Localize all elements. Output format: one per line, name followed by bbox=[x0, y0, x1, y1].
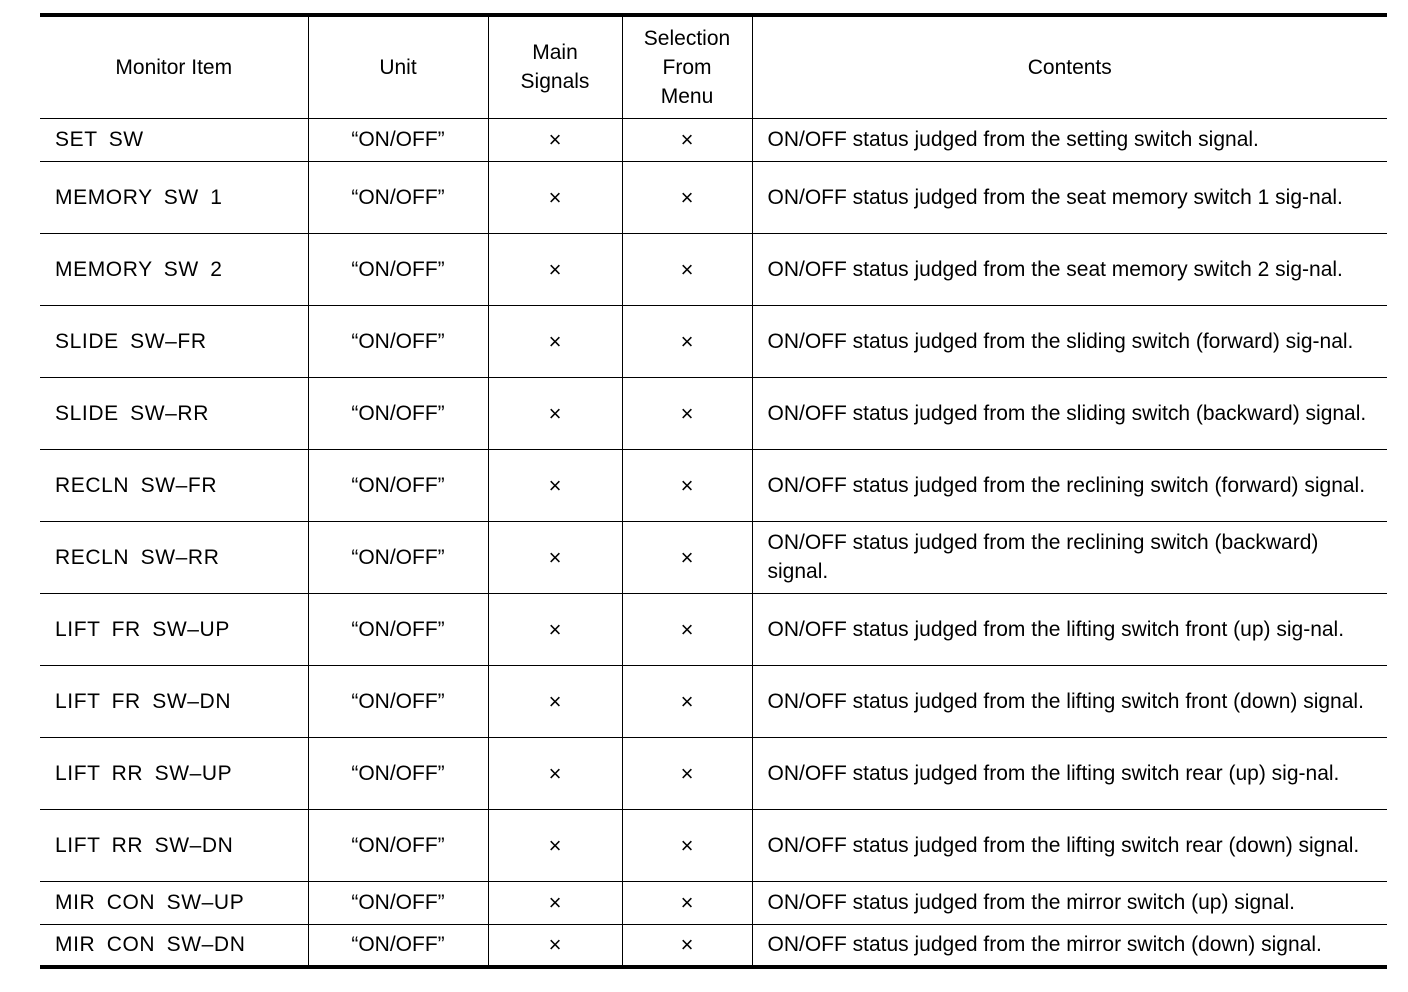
selection-from-menu-mark: × bbox=[622, 924, 752, 967]
contents-cell: ON/OFF status judged from the lifting switch front (up) sig-nal. bbox=[752, 593, 1387, 665]
unit-cell: “ON/OFF” bbox=[308, 809, 488, 881]
header-selection-from-menu bbox=[622, 15, 752, 118]
main-signals-mark: × bbox=[488, 924, 622, 967]
unit-cell: “ON/OFF” bbox=[308, 593, 488, 665]
contents-cell: ON/OFF status judged from the setting switch signal. bbox=[752, 118, 1387, 161]
main-signals-mark: × bbox=[488, 881, 622, 924]
main-signals-mark: × bbox=[488, 305, 622, 377]
unit-cell: “ON/OFF” bbox=[308, 449, 488, 521]
main-signals-mark: × bbox=[488, 449, 622, 521]
table-row bbox=[40, 449, 1387, 521]
monitor-item-cell: LIFT FR SW–DN bbox=[40, 665, 308, 737]
selection-from-menu-mark: × bbox=[622, 665, 752, 737]
unit-cell: “ON/OFF” bbox=[308, 233, 488, 305]
main-signals-mark: × bbox=[488, 593, 622, 665]
unit-cell: “ON/OFF” bbox=[308, 665, 488, 737]
table-row bbox=[40, 118, 1387, 161]
unit-cell: “ON/OFF” bbox=[308, 521, 488, 593]
unit-cell: “ON/OFF” bbox=[308, 881, 488, 924]
selection-from-menu-mark: × bbox=[622, 809, 752, 881]
selection-from-menu-mark: × bbox=[622, 305, 752, 377]
monitor-item-cell: LIFT RR SW–UP bbox=[40, 737, 308, 809]
contents-cell: ON/OFF status judged from the sliding switch (backward) signal. bbox=[752, 377, 1387, 449]
selection-from-menu-mark: × bbox=[622, 161, 752, 233]
table-row bbox=[40, 809, 1387, 881]
table-row bbox=[40, 233, 1387, 305]
contents-cell: ON/OFF status judged from the lifting switch rear (down) signal. bbox=[752, 809, 1387, 881]
monitor-item-cell: RECLN SW–FR bbox=[40, 449, 308, 521]
table-row bbox=[40, 161, 1387, 233]
contents-cell: ON/OFF status judged from the mirror switch (up) signal. bbox=[752, 881, 1387, 924]
table-row bbox=[40, 521, 1387, 593]
main-signals-mark: × bbox=[488, 161, 622, 233]
contents-cell: ON/OFF status judged from the reclining switch (backward) signal. bbox=[752, 521, 1387, 593]
header-monitor-item: Monitor Item bbox=[40, 15, 308, 118]
monitor-item-cell: MIR CON SW–DN bbox=[40, 924, 308, 967]
monitor-item-cell: SLIDE SW–FR bbox=[40, 305, 308, 377]
main-signals-mark: × bbox=[488, 377, 622, 449]
monitor-item-cell: MIR CON SW–UP bbox=[40, 881, 308, 924]
contents-cell: ON/OFF status judged from the mirror switch (down) signal. bbox=[752, 924, 1387, 967]
monitor-item-cell: SLIDE SW–RR bbox=[40, 377, 308, 449]
selection-from-menu-mark: × bbox=[622, 449, 752, 521]
contents-cell: ON/OFF status judged from the seat memory switch 2 sig-nal. bbox=[752, 233, 1387, 305]
table-row bbox=[40, 924, 1387, 967]
main-signals-mark: × bbox=[488, 118, 622, 161]
table-row bbox=[40, 665, 1387, 737]
main-signals-mark: × bbox=[488, 233, 622, 305]
monitor-item-table bbox=[40, 13, 1387, 969]
contents-cell: ON/OFF status judged from the lifting switch front (down) signal. bbox=[752, 665, 1387, 737]
header-main-signals-line-2: Signals bbox=[520, 70, 590, 94]
selection-from-menu-mark: × bbox=[622, 881, 752, 924]
header-contents: Contents bbox=[752, 15, 1387, 118]
main-signals-mark: × bbox=[488, 737, 622, 809]
monitor-item-cell: LIFT RR SW–DN bbox=[40, 809, 308, 881]
contents-cell: ON/OFF status judged from the sliding switch (forward) sig-nal. bbox=[752, 305, 1387, 377]
unit-cell: “ON/OFF” bbox=[308, 377, 488, 449]
monitor-item-cell: LIFT FR SW–UP bbox=[40, 593, 308, 665]
header-selection-line-3: Menu bbox=[660, 84, 714, 108]
header-main-signals bbox=[488, 15, 622, 118]
selection-from-menu-mark: × bbox=[622, 233, 752, 305]
selection-from-menu-mark: × bbox=[622, 593, 752, 665]
monitor-item-cell: SET SW bbox=[40, 118, 308, 161]
monitor-item-cell: MEMORY SW 1 bbox=[40, 161, 308, 233]
header-main-signals-line-1: Main bbox=[532, 41, 578, 65]
contents-cell: ON/OFF status judged from the seat memory switch 1 sig-nal. bbox=[752, 161, 1387, 233]
table-row bbox=[40, 737, 1387, 809]
table-row bbox=[40, 881, 1387, 924]
header-row bbox=[40, 15, 1387, 118]
header-selection-line-1: Selection bbox=[643, 26, 731, 50]
selection-from-menu-mark: × bbox=[622, 118, 752, 161]
main-signals-mark: × bbox=[488, 665, 622, 737]
header-unit: Unit bbox=[308, 15, 488, 118]
contents-cell: ON/OFF status judged from the lifting switch rear (up) sig-nal. bbox=[752, 737, 1387, 809]
unit-cell: “ON/OFF” bbox=[308, 118, 488, 161]
unit-cell: “ON/OFF” bbox=[308, 924, 488, 967]
contents-cell: ON/OFF status judged from the reclining switch (forward) signal. bbox=[752, 449, 1387, 521]
table-row bbox=[40, 593, 1387, 665]
table-row bbox=[40, 377, 1387, 449]
selection-from-menu-mark: × bbox=[622, 377, 752, 449]
unit-cell: “ON/OFF” bbox=[308, 737, 488, 809]
unit-cell: “ON/OFF” bbox=[308, 305, 488, 377]
main-signals-mark: × bbox=[488, 809, 622, 881]
table-row bbox=[40, 305, 1387, 377]
monitor-item-cell: RECLN SW–RR bbox=[40, 521, 308, 593]
monitor-item-cell: MEMORY SW 2 bbox=[40, 233, 308, 305]
main-signals-mark: × bbox=[488, 521, 622, 593]
selection-from-menu-mark: × bbox=[622, 737, 752, 809]
selection-from-menu-mark: × bbox=[622, 521, 752, 593]
unit-cell: “ON/OFF” bbox=[308, 161, 488, 233]
header-selection-line-2: From bbox=[662, 55, 712, 79]
